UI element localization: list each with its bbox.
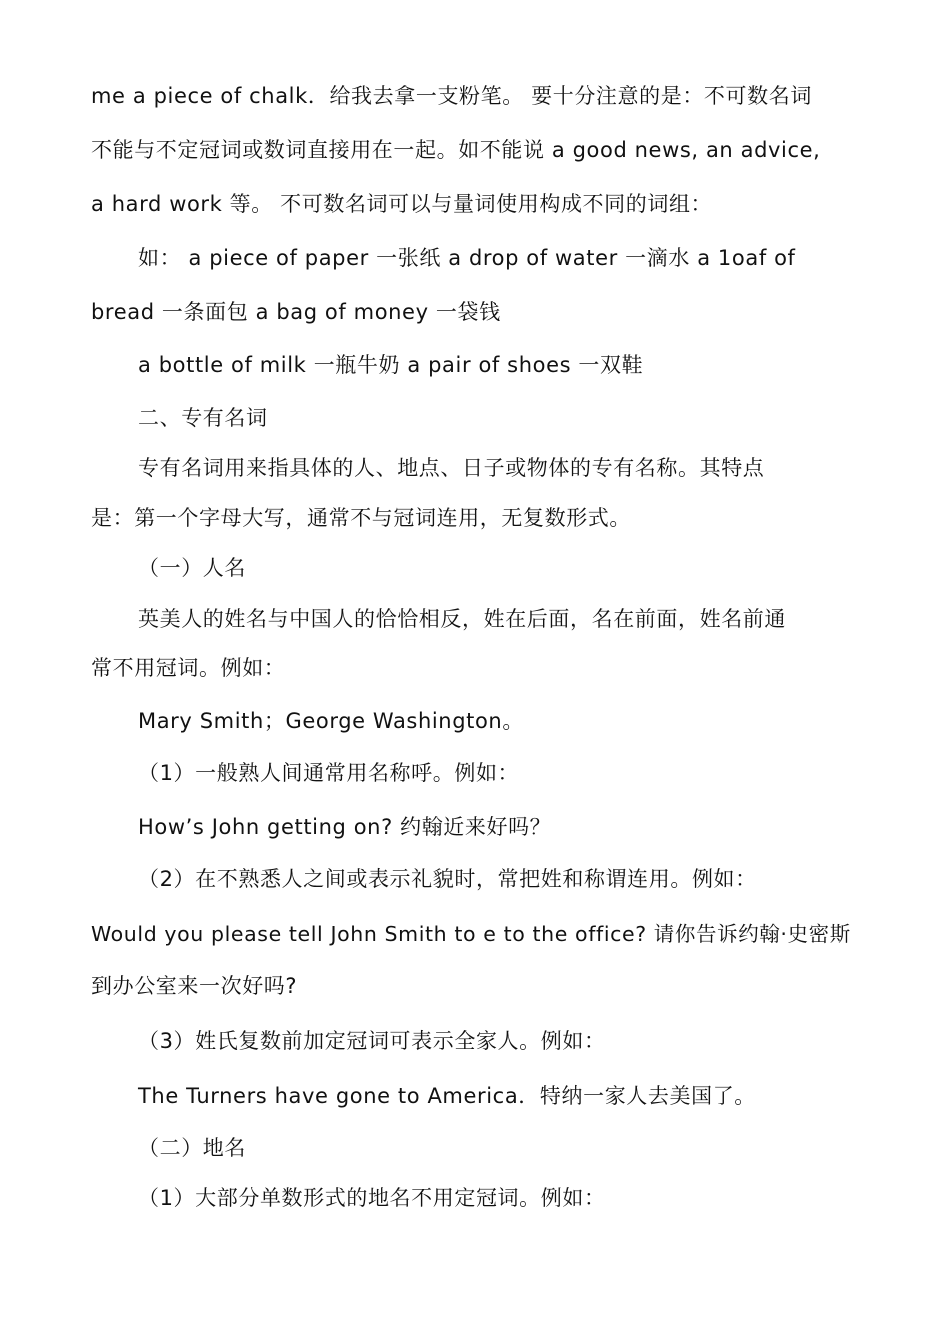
- text-line-12: 常不用冠词。例如：: [91, 656, 286, 680]
- text-line-4: 如： a piece of paper 一张纸 a drop of water 一滴水 a 1oaf of: [138, 246, 796, 270]
- text-line-17: Would you please tell John Smith to e to the office? 请你告诉约翰·史密斯: [91, 922, 851, 946]
- text-line-3: a hard work 等。 不可数名词可以与量词使用构成不同的词组：: [91, 192, 713, 216]
- text-line-16: （2）在不熟悉人之间或表示礼貌时，常把姓和称谓连用。例如：: [138, 867, 757, 891]
- text-line-19: （3）姓氏复数前加定冠词可表示全家人。例如：: [138, 1029, 606, 1053]
- text-line-13: Mary Smith；George Washington。: [138, 709, 524, 733]
- subsection-heading-names: （一）人名: [138, 556, 246, 580]
- text-line-8: 专有名词用来指具体的人、地点、日子或物体的专有名称。其特点: [138, 456, 765, 480]
- text-line-20: The Turners have gone to America．特纳一家人去美国了。: [138, 1084, 756, 1108]
- text-line-15: How’s John getting on? 约翰近来好吗？: [138, 815, 552, 839]
- text-line-9: 是：第一个字母大写，通常不与冠词连用，无复数形式。: [91, 506, 631, 530]
- subsection-heading-place-names: （二）地名: [138, 1136, 246, 1160]
- text-line-14: （1）一般熟人间通常用名称呼。例如：: [138, 761, 520, 785]
- text-line-18: 到办公室来一次好吗?: [91, 974, 298, 998]
- text-line-22: （1）大部分单数形式的地名不用定冠词。例如：: [138, 1186, 606, 1210]
- text-line-1: me a piece of chalk．给我去拿一支粉笔。 要十分注意的是：不可数名词: [91, 84, 812, 108]
- text-line-2: 不能与不定冠词或数词直接用在一起。如不能说 a good news, an advice,: [91, 138, 821, 162]
- section-heading-proper-nouns: 二、专有名词: [138, 406, 268, 430]
- text-line-11: 英美人的姓名与中国人的恰恰相反，姓在后面，名在前面，姓名前通: [138, 607, 786, 631]
- text-line-6: a bottle of milk 一瓶牛奶 a pair of shoes 一双鞋: [138, 353, 644, 377]
- text-line-5: bread 一条面包 a bag of money 一袋钱: [91, 300, 501, 324]
